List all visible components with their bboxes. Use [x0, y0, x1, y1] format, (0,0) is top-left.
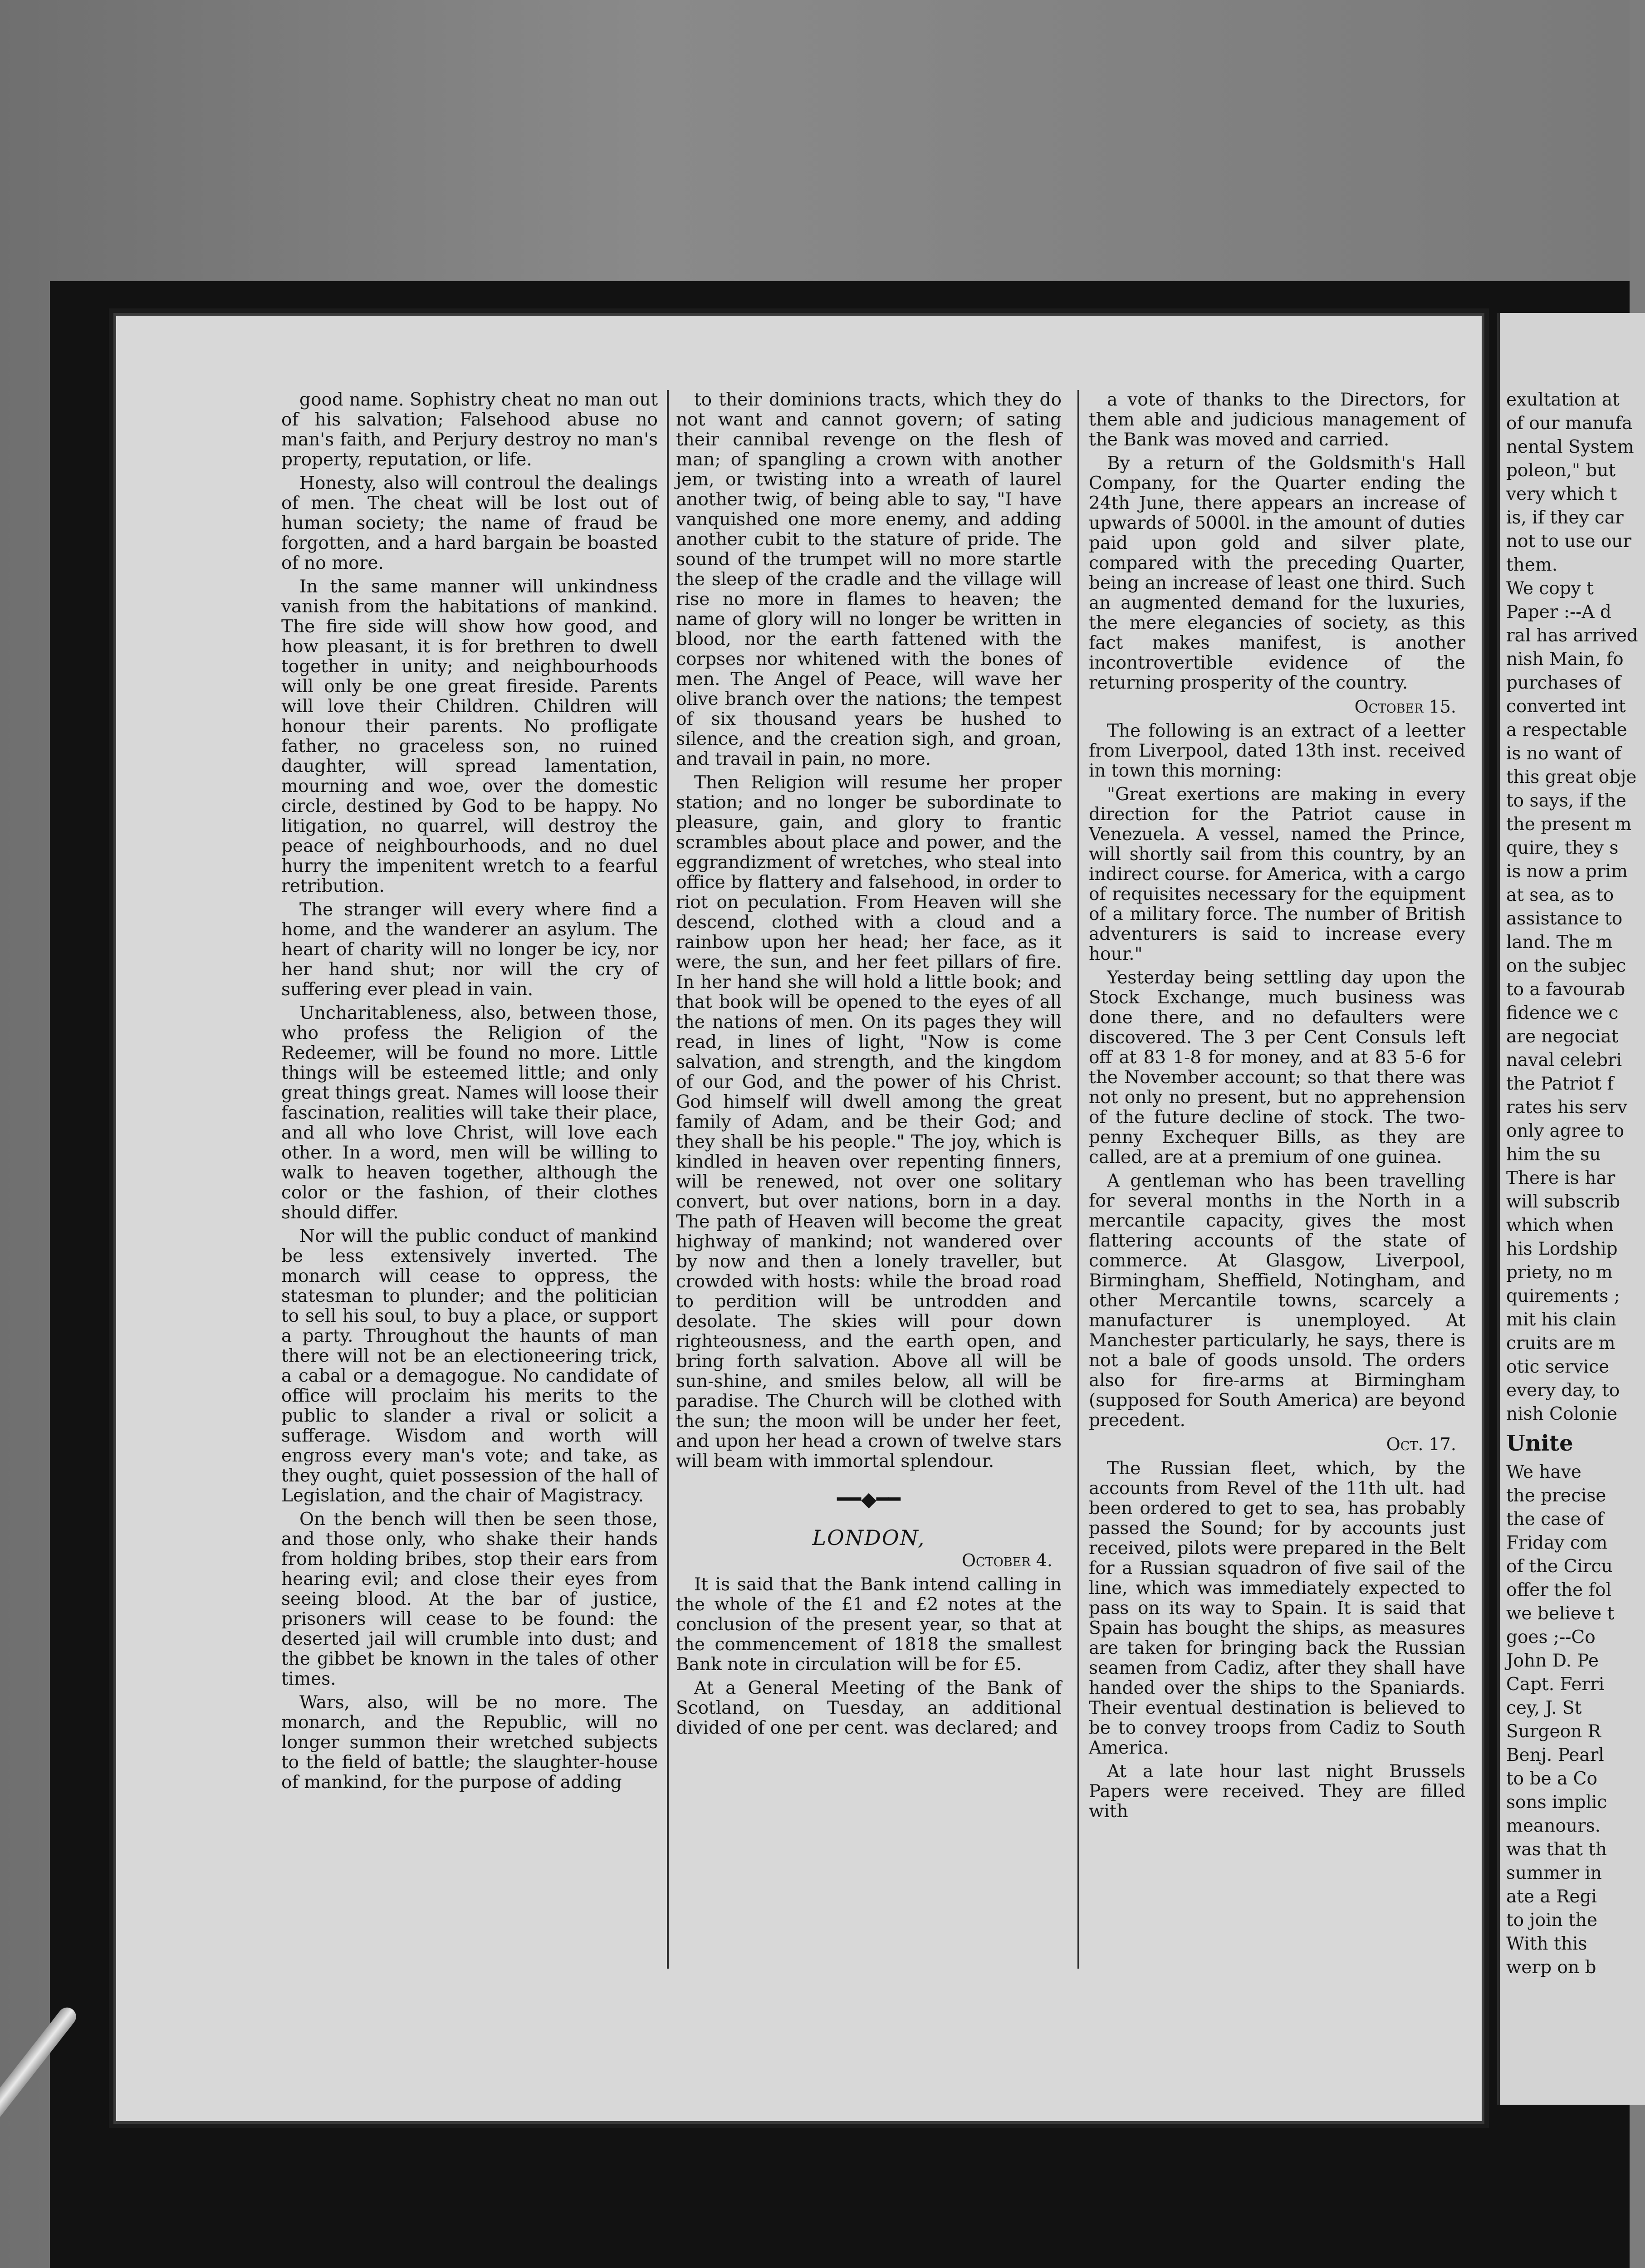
fragment-line: meanours.: [1506, 1816, 1601, 1836]
paragraph: In the same manner will unkindness vanish from the habitations of mankind. The fire side will show how good, and how pleasant, it is for brethren to dwell together in unity; and neighbourhoods will only be one great fireside. Parents will love their Children. Children will honour their parents. No profligate father, no graceless son, no ruined daughter, will spread lamentation, mourning and woe, over the domestic circle, destined by God to be happy. No litigation, no quarrel, will destroy the peace of neighbourhoods, and no duel hurry the impenitent wretch to a fearful retribution.: [281, 577, 658, 896]
fragment-line: converted int: [1506, 696, 1626, 717]
fragment-line: was that th: [1506, 1839, 1607, 1860]
fragment-line: otic service: [1506, 1357, 1610, 1377]
paragraph: It is said that the Bank intend calling in the whole of the £1 and £2 notes at the conclusion of the present year, so that at the commencement of 1818 the smallest Bank note in circulation will be for £5.: [676, 1574, 1062, 1675]
fragment-line: purchases of: [1506, 673, 1621, 693]
fragment-line: Paper :--A d: [1506, 602, 1611, 622]
fragment-line: the case of: [1506, 1509, 1604, 1530]
fragment-line: to says, if the: [1506, 791, 1626, 811]
fragment-line: goes ;--Co: [1506, 1627, 1596, 1647]
fragment-line: exultation at: [1506, 390, 1620, 410]
fragment-line: summer in: [1506, 1863, 1602, 1883]
fragment-line: very which t: [1506, 484, 1617, 504]
fragment-line: We have: [1506, 1462, 1581, 1482]
fragment-line: cey, J. St: [1506, 1698, 1582, 1718]
paragraph: The stranger will every where find a home, and the wanderer an asylum. The heart of charity will no longer be icy, nor her hand shut; nor will the cry of suffering ever plead in vain.: [281, 899, 658, 1000]
fragment-line: the precise: [1506, 1486, 1606, 1506]
column-3: [1089, 390, 1465, 1969]
fragment-line: on the subjec: [1506, 956, 1626, 976]
paragraph: Then Religion will resume her proper station; and no longer be subordinate to pleasure, gain, and glory to frantic scrambles about place and power, and the eggrandizment of wretches, who steal into office by flattery and falsehood, in order to riot on peculation. From Heaven will she descend, clothed with a cloud and a rainbow upon her head; her face, as it were, the sun, and her feet pillars of fire. In her hand she will hold a little book; and that book will be opened to the eyes of all the nations of men. On its pages they will read, in lines of light, "Now is come salvation, and strength, and the kingdom of our God, and the power of his Christ. God himself will dwell among the great family of Adam, and be their God; and they shall be his people." The joy, which is kindled in heaven over repenting finners, will be renewed, not over one solitary convert, but over nations, born in a day. The path of Heaven will become the great highway of mankind; not wandered over by now and then a lonely traveller, but crowded with hosts: while the broad road to perdition will be untrodden and desolate. The skies will pour down righteousness, and the earth open, and bring forth salvation. Above all will be sun-shine, and smiles below, all will be paradise. The Church will be clothed with the sun; the moon will be under her feet, and upon her head a crown of twelve stars will beam with immortal splendour.: [676, 772, 1062, 1471]
paragraph: Wars, also, will be no more. The monarch, and the Republic, will no longer summon their wretched subjects to the field of battle; the slaughter-house of mankind, for the purpose of adding: [281, 1692, 658, 1793]
fragment-line: of the Circu: [1506, 1556, 1613, 1577]
fragment-line: Benj. Pearl: [1506, 1745, 1604, 1765]
paragraph: At a General Meeting of the Bank of Scotland, on Tuesday, an additional divided of one per cent. was declared; and: [676, 1678, 1062, 1738]
section-divider-ornament: ━━◆━━: [837, 1488, 901, 1511]
fragment-line: only agree to: [1506, 1121, 1625, 1141]
fragment-line: cruits are m: [1506, 1333, 1616, 1354]
fragment-line: them.: [1506, 555, 1558, 575]
fragment-line: to be a Co: [1506, 1769, 1597, 1789]
fragment-line: a respectable: [1506, 720, 1627, 740]
dateline: October 15.: [1354, 697, 1456, 717]
fragment-line: is now a prim: [1506, 861, 1628, 882]
paragraph: A gentleman who has been travelling for several months in the North in a mercantile capacity, gives the most flattering accounts of the state of commerce. At Glasgow, Liverpool, Birmingham, Sheffield, Notingham, and other Mercantile towns, scarcely a manufacturer is unemployed. At Manchester particularly, he says, there is not a bale of goods unsold. The orders also for fire-arms at Birmingham (supposed for South America) are beyond precedent.: [1089, 1171, 1465, 1431]
fragment-line: his Lordship: [1506, 1239, 1618, 1259]
paragraph: good name. Sophistry cheat no man out of his salvation; Falsehood abuse no man's faith, and Perjury destroy no man's property, reputation, or life.: [281, 390, 658, 470]
paragraph: On the bench will then be seen those, and those only, who shake their hands from holding bribes, stop their ears from hearing evil; and close their eyes from seeing blood. At the bar of justice, prisoners will cease to be found: the deserted jail will crumble into dust; and the gibbet be known in the tales of other times.: [281, 1509, 658, 1689]
paragraph: Nor will the public conduct of mankind be less extensively inverted. The monarch will cease to oppress, the statesman to plunder; and the politician to sell his soul, to buy a place, or support a party. Throughout the haunts of man there will not be an electioneering trick, a cabal or a demagogue. No candidate of office will proclaim his merits to the public to slander a rival or solicit a sufferage. Wisdom and worth will engross every man's vote; and take, as they ought, quiet possession of the hall of Legislation, and the chair of Magistracy.: [281, 1226, 658, 1506]
fragment-line: of our manufa: [1506, 413, 1633, 434]
fragment-line: nental System: [1506, 437, 1634, 457]
fragment-line: assistance to: [1506, 909, 1623, 929]
dateline: Oct. 17.: [1386, 1434, 1456, 1454]
fragment-line: ate a Regi: [1506, 1887, 1597, 1907]
fragment-line: the present m: [1506, 814, 1632, 835]
fragment-line: to join the: [1506, 1910, 1597, 1931]
paragraph: The Russian fleet, which, by the accounts from Revel of the 11th ult. had been ordered to get to sea, has probably passed the Sound; for by accounts just received, pilots were prepared in the Belt for a Russian squadron of five sail of the line, which was immediately expected to pass on its way to Spain. It is said that Spain has bought the ships, as measures are taken for bringing back the Russian seamen from Cadiz, after they shall have handed over the ships to the Spaniards. Their eventual destination is believed to be to convey troops from Cadiz to South America.: [1089, 1458, 1465, 1758]
fragment-line: not to use our: [1506, 531, 1632, 552]
fragment-line: Unite: [1506, 1431, 1573, 1456]
fragment-line: nish Colonie: [1506, 1404, 1618, 1424]
fragment-line: naval celebri: [1506, 1050, 1622, 1070]
column-2: [676, 390, 1062, 1969]
paragraph: Honesty, also will controul the dealings of men. The cheat will be lost out of human society; the name of fraud be forgotten, and a hard bargain be boasted of no more.: [281, 473, 658, 573]
fragment-line: is no want of: [1506, 743, 1621, 764]
paragraph: At a late hour last night Brussels Papers were received. They are filled with: [1089, 1761, 1465, 1822]
fragment-line: fidence we c: [1506, 1003, 1619, 1023]
section-heading: LONDON,: [812, 1525, 925, 1550]
paragraph: to their dominions tracts, which they do not want and cannot govern; of sating their cannibal revenge on the flesh of man; of spangling a crown with another jem, or twisting into a wreath of laurel another twig, of being able to say, "I have vanquished one more enemy, and adding another cubit to the stature of pride. The sound of the trumpet will no more startle the sleep of the cradle and the village will rise no more in flames to heaven; the name of glory will no longer be written in blood, nor the earth fattened with the corpses nor whitened with the bones of men. The Angel of Peace, will wave her olive branch over the nations; the tempest of six thousand years be hushed to silence, and the creation sigh, and groan, and travail in pain, no more.: [676, 390, 1062, 769]
fragment-line: him the su: [1506, 1144, 1601, 1165]
paragraph: Uncharitableness, also, between those, who profess the Religion of the Redeemer, will be found no more. Little things will be esteemed little; and only great things great. Names will loose their fascination, realities will take their place, and all who love Christ, will love each other. In a word, men will be willing to walk to heaven together, although the color or the fashion, of their clothes should differ.: [281, 1003, 658, 1223]
column-rule: [1077, 390, 1079, 1969]
fragment-line: mit his clain: [1506, 1310, 1616, 1330]
fragment-line: at sea, as to: [1506, 885, 1614, 905]
fragment-line: which when: [1506, 1215, 1614, 1236]
fragment-line: nish Main, fo: [1506, 649, 1624, 670]
fragment-line: are negociat: [1506, 1026, 1619, 1047]
column-1: [281, 390, 658, 1969]
dateline: October 4.: [961, 1550, 1053, 1570]
fragment-line: sons implic: [1506, 1792, 1607, 1813]
fragment-line: With this: [1506, 1934, 1587, 1954]
fragment-line: the Patriot f: [1506, 1074, 1614, 1094]
fragment-line: every day, to: [1506, 1380, 1620, 1401]
fragment-line: quirements ;: [1506, 1286, 1620, 1306]
fragment-line: land. The m: [1506, 932, 1613, 953]
fragment-line: quire, they s: [1506, 838, 1619, 858]
fragment-line: is, if they car: [1506, 508, 1624, 528]
fragment-line: will subscrib: [1506, 1192, 1621, 1212]
fragment-line: poleon," but: [1506, 460, 1616, 481]
fragment-line: to a favourab: [1506, 979, 1625, 1000]
fragment-line: werp on b: [1506, 1957, 1596, 1978]
paragraph: "Great exertions are making in every direction for the Patriot cause in Venezuela. A vessel, named the Prince, will shortly sail from this country, by an indirect course. for America, with a cargo of requisites necessary for the equipment of a military force. The number of British adventurers is said to increase every hour.": [1089, 784, 1465, 964]
fragment-line: Capt. Ferri: [1506, 1674, 1605, 1695]
fragment-line: this great obje: [1506, 767, 1637, 787]
fragment-line: ral has arrived: [1506, 626, 1638, 646]
paragraph: By a return of the Goldsmith's Hall Company, for the Quarter ending the 24th June, there appears an increase of upwards of 5000l. in the amount of duties paid upon gold and silver plate, compared with the preceding Quarter, being an increase of least one third. Such an augmented demand for the luxuries, the mere elegancies of society, as this fact makes manifest, is another incontrovertible evidence of the returning prosperity of the country.: [1089, 453, 1465, 693]
fragment-line: Surgeon R: [1506, 1721, 1601, 1742]
fragment-line: offer the fol: [1506, 1580, 1611, 1600]
paragraph: a vote of thanks to the Directors, for them able and judicious management of the Bank was moved and carried.: [1089, 390, 1465, 450]
fragment-line: rates his serv: [1506, 1097, 1627, 1118]
column-rule: [667, 390, 669, 1969]
article-text-area: [281, 390, 1470, 1969]
fragment-line: priety, no m: [1506, 1262, 1613, 1283]
paragraph: Yesterday being settling day upon the Stock Exchange, much business was done there, and no defaulters were discovered. The 3 per Cent Consuls left off at 83 1-8 for money, and at 83 5-6 for the November account; so that there was not only no present, but no apprehension of the future decline of stock. The two-penny Exchequer Bills, as they are called, are at a premium of one guinea.: [1089, 968, 1465, 1168]
fragment-line: we believe t: [1506, 1603, 1615, 1624]
fragment-line: There is har: [1506, 1168, 1616, 1188]
fragment-line: We copy t: [1506, 578, 1594, 599]
paragraph: The following is an extract of a leetter from Liverpool, dated 13th inst. received in town this morning:: [1089, 721, 1465, 781]
fragment-line: John D. Pe: [1506, 1651, 1599, 1671]
fragment-line: Friday com: [1506, 1533, 1608, 1553]
adjacent-page-column-fragment: [1506, 390, 1638, 1978]
